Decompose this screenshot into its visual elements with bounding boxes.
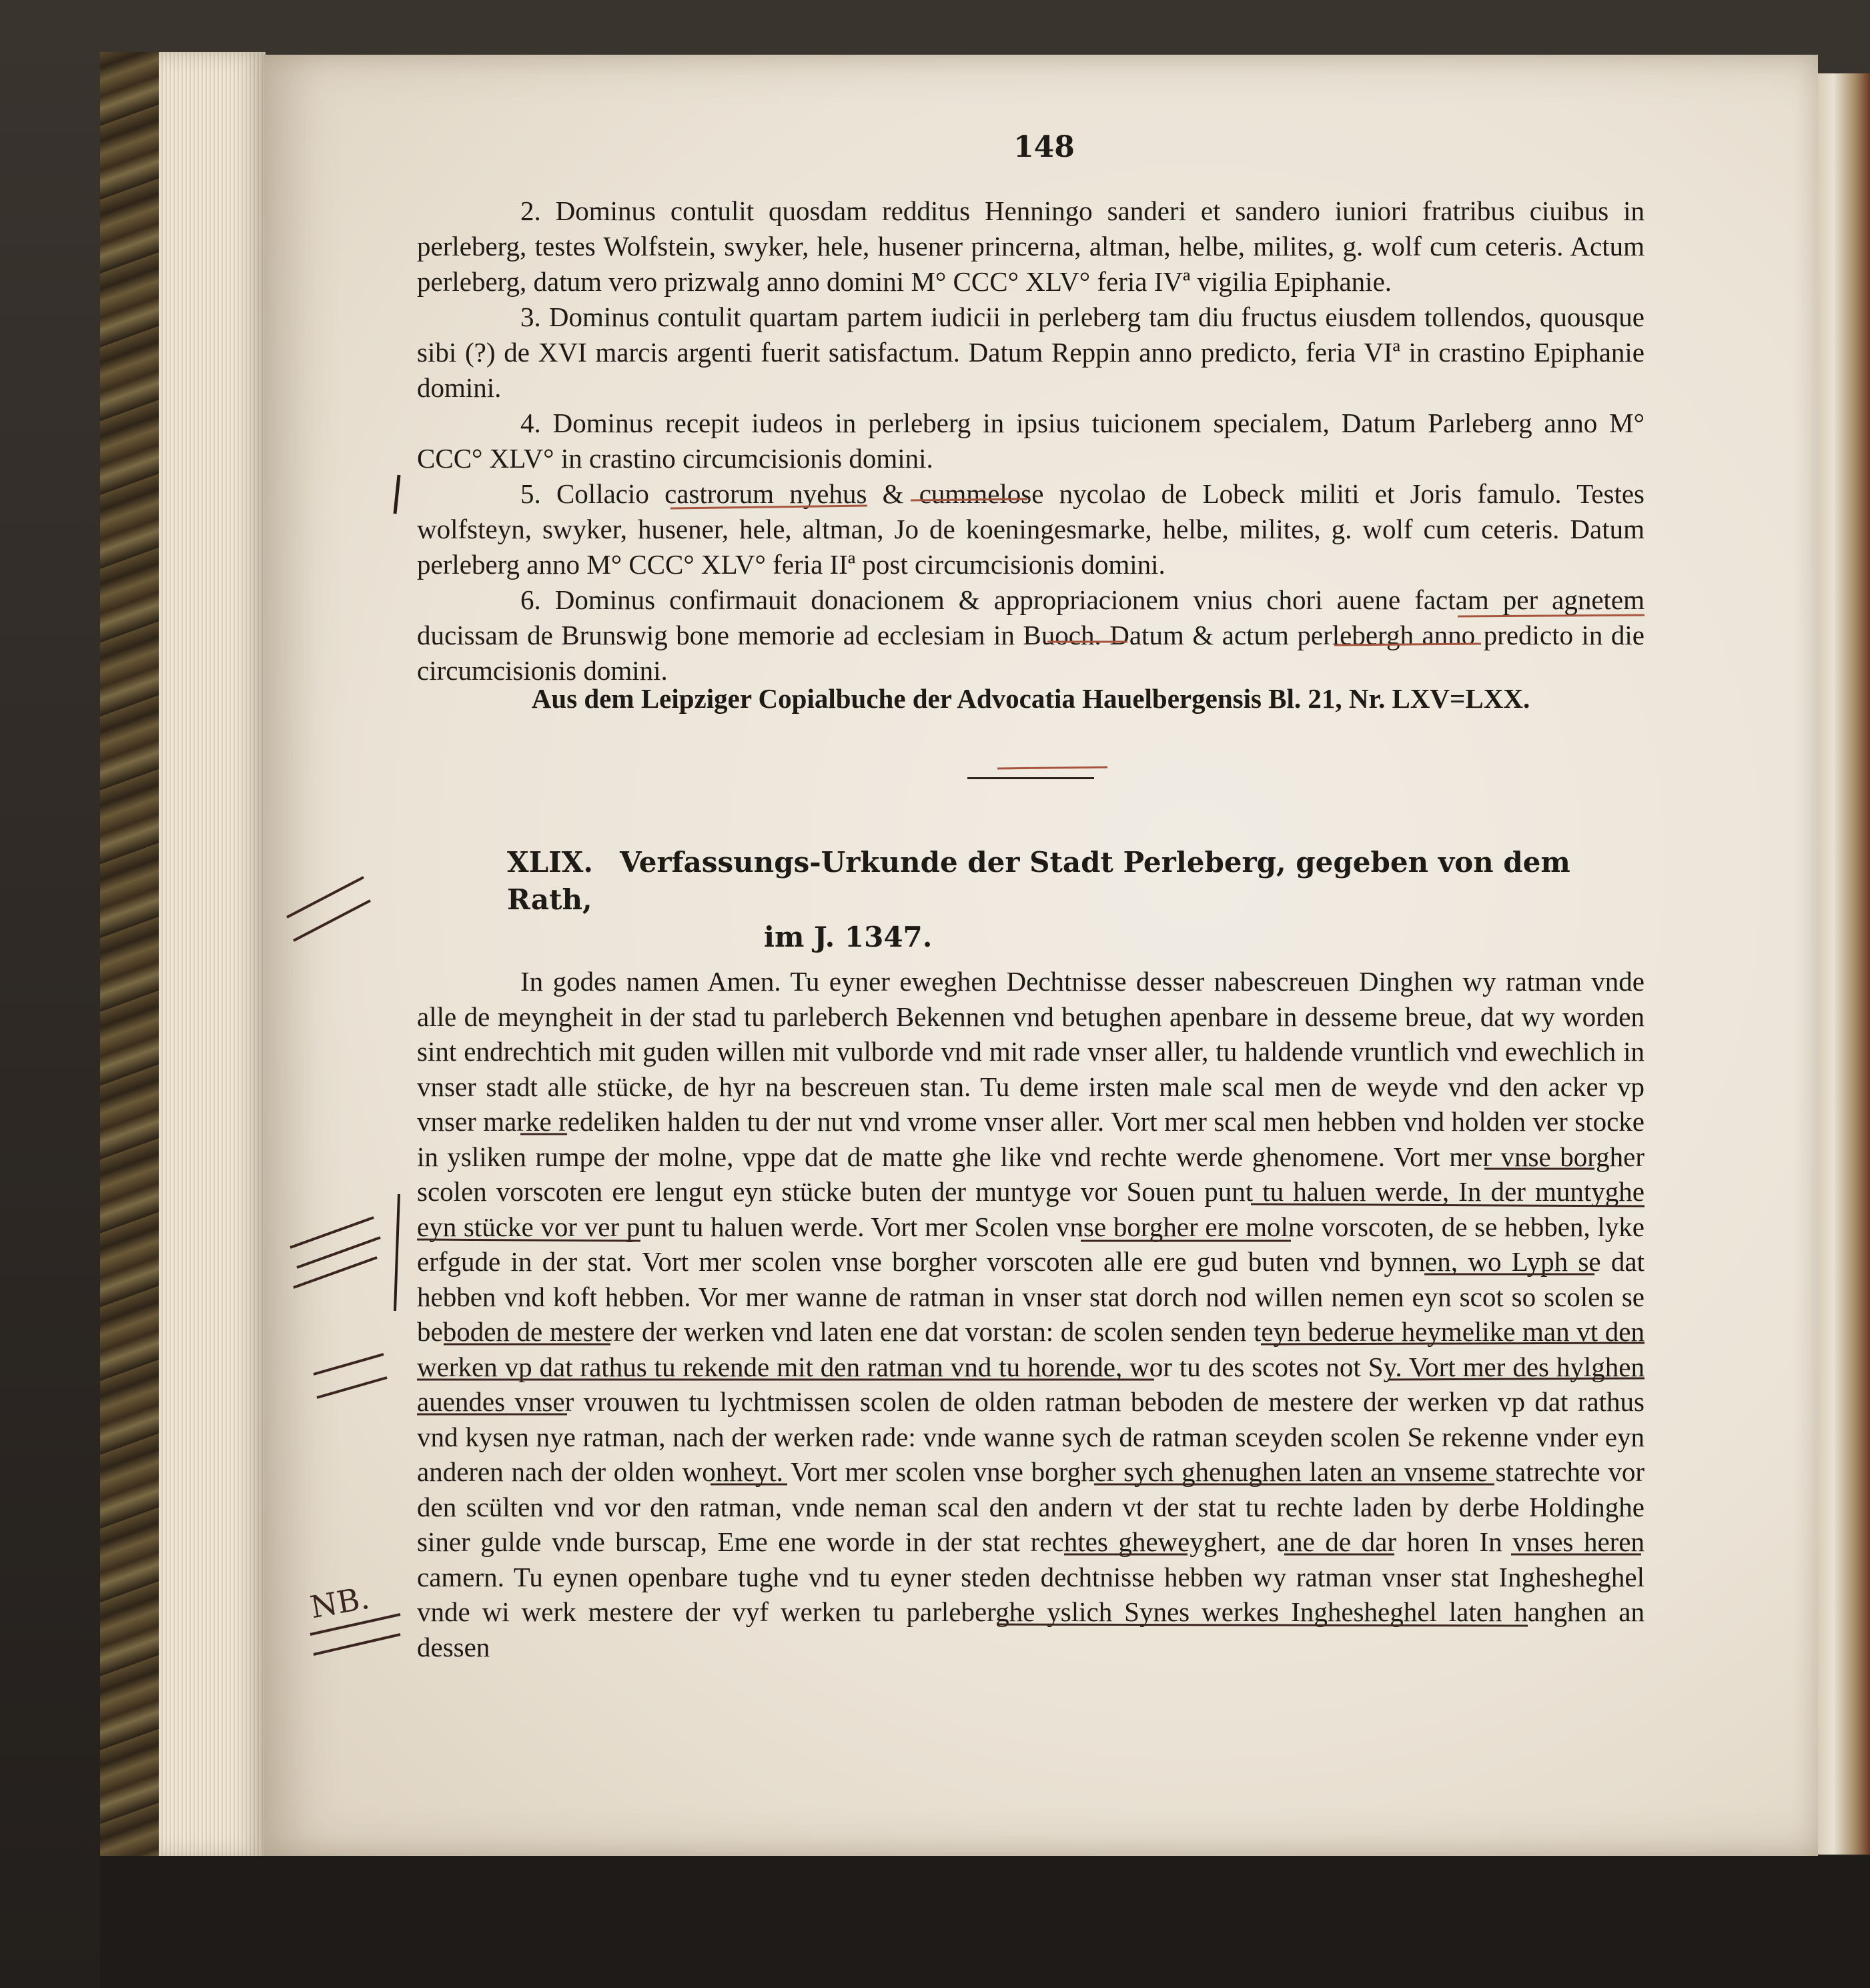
margin-slash-2: [290, 1217, 380, 1288]
margin-slash-3: [314, 1354, 387, 1398]
charter-body: In godes namen Amen. Tu eyner eweghen Dechtnisse desser nabescreuen Dinghen wy ratman vnde alle de meyngheit in der stad tu parleberch Bekennen vnd betughen apenbare in desseme breue, dat wy worden sint endrechtich mit guden willen mit vulborde vnd mit rade vnser aller, tu haldende vruntlich vnd ewechlich in vnser stadt alle stücke, de hyr na bescreuen stan. Tu deme irsten male scal men de weyde vnd den acker vp vnser marke redeliken halden tu der nut vnd vrome vnser aller. Vort mer scal men hebben vnd holden ver stocke in ysliken rumpe der molne, vppe dat de matte ghe like vnd rechte werde ghenomene. Vort mer vnse borgher scolen vorscoten ere lengut eyn stücke buten der muntyge vor Souen punt tu haluen werde, In der muntyghe eyn stücke vor ver punt tu haluen werde. Vort mer Scolen vnse borgher ere molne vorscoten, de se hebben, lyke erfgude in der stat. Vort mer scolen vnse borgher vorscoten alle ere gud buten vnd bynnen, wo Lyph se dat hebben vnd koft hebben. Vor mer wanne de ratman in vnser stat dorch nod willen nemen eyn scot so scolen se beboden de mestere der werken vnd laten ene dat vorstan: de scolen senden teyn bederue heymelike man vt den werken vp dat rathus tu rekende mit den ratman vnd tu horende, wor tu des scotes not Sy. Vort mer des hylghen auendes vnser vrouwen tu lychtmissen scolen de olden ratman beboden de mestere der werken vp dat rathus vnd kysen nye ratman, nach der werken rade: vnde wanne sych de ratman sceyden scolen Se rekenne vnder eyn anderen nach der olden wonheyt. Vort mer scolen vnse borgher sych ghenughen laten an vnseme statrechte vor den scülten vnd vor den ratman, vnde neman scal den andern vt der stat tu rechte laden by derbe Holdinghe siner gulde vnde burscap, Eme ene worde in der stat rechtes gheweyghert, ane de dar horen In vnses heren camern. Tu eynen openbare tughe vnd tu eyner steden dechtnisse hebben wy ratman vnser stat Inghesheghel vnde wi werk mestere der vyf werken tu parleberghe yslich Synes werkes Inghesheghel laten hanghen an dessen: [417, 966, 1645, 1662]
entry-3: 3. Dominus contulit quartam partem iudicii in perleberg tam diu fructus eiusdem tollendos, quousque sibi (?) de XVI marcis argenti fuerit satisfactum. Datum Reppin anno predicto, feria VIª in crastino Epiphanie domini.: [417, 302, 1645, 403]
margin-slash-4: [310, 1614, 400, 1654]
source-citation: Aus dem Leipziger Copialbuche der Advocatia Hauelbergensis Bl. 21, Nr. LXV=LXX.: [531, 683, 1530, 714]
ink-underlines: [417, 1134, 1645, 1626]
entry-2: 2. Dominus contulit quosdam redditus Henningo sanderi et sandero iuniori fratribus ciuibus in perleberg, testes Wolfstein, swyker, hele, husener princerna, altman, helbe, milites, g. wolf cum ceteris. Actum perleberg, datum vero prizwalg anno domini M° CCC° XLV° feria IVª vigilia Epiphanie.: [417, 195, 1645, 297]
red-underlines: [670, 499, 1645, 769]
margin-note-nb: NB.: [307, 1579, 372, 1626]
entry-5: 5. Collacio castrorum nyehus & cummelose nycolao de Lobeck militi et Joris famulo. Testes wolfsteyn, swyker, husener, hele, altman, Jo de koeningesmarke, helbe, milites, g. wolf cum ceteris. Datum perleberg anno M° CCC° XLV° feria IIª post circumcisionis domini.: [417, 478, 1645, 580]
entry-6: 6. Dominus confirmauit donacionem & appropriacionem vnius chori auene factam per agnetem ducissam de Brunswig bone memorie ad ecclesiam in Buoch. Datum & actum perlebergh anno predicto in die circumcisionis domini.: [417, 584, 1645, 686]
margin-stroke-1: [395, 475, 399, 514]
page-number: 148: [1013, 130, 1075, 164]
section-title-line1: Verfassungs-Urkunde der Stadt Perleberg, gegeben von dem Rath,: [507, 846, 1570, 916]
section-title-line2: im J. 1347.: [764, 921, 933, 953]
margin-slash-1: [287, 877, 370, 941]
entry-4: 4. Dominus recepit iudeos in perleberg in ipsius tuicionem specialem, Datum Parleberg anno M° CCC° XLV° in crastino circumcisionis domini.: [417, 408, 1645, 474]
margin-stroke-2: [395, 1194, 399, 1311]
section-number: XLIX.: [507, 846, 593, 879]
